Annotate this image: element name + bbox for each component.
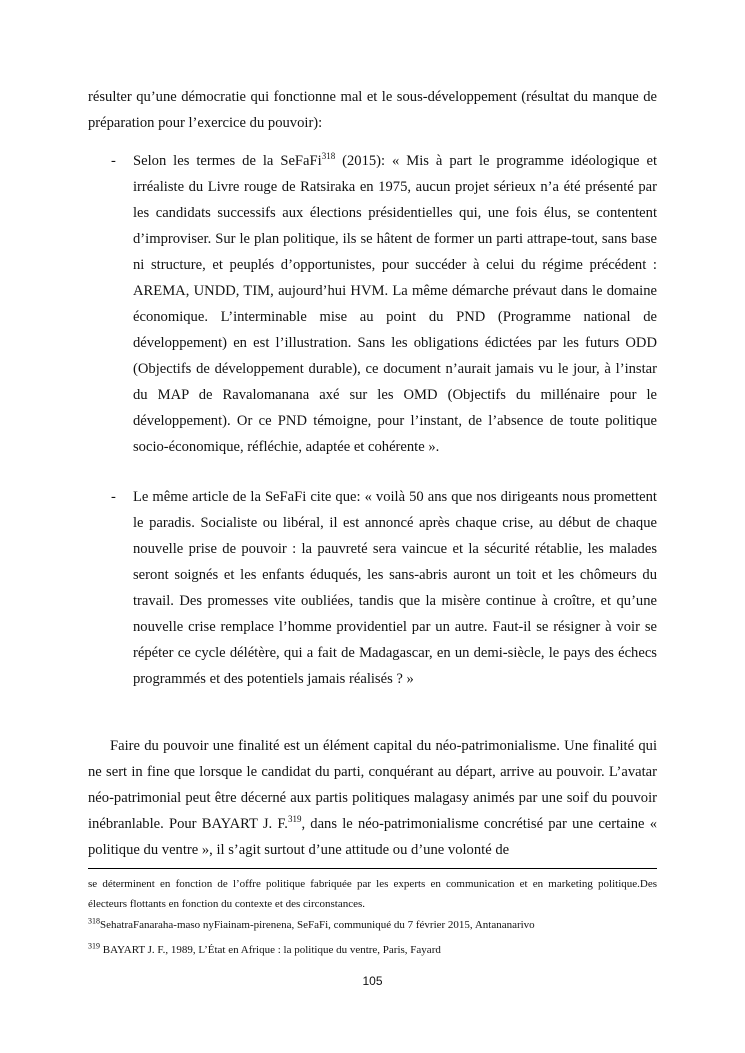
bullet-marker-2: - xyxy=(111,489,116,505)
bullet1-text-rest: (2015): « Mis à part le programme idéologique et irréaliste du Livre rouge de Ratsiraka en 1975, aucun projet sérieux n’a été présenté par les candidats successifs aux élections présidentielles qui, une fois élus, se contentent d’improviser. Sur le plan politique, ils se hâtent de former un parti attrape-tout, sans base ni structure, et peuplés d’opportunistes, pour succéder à celui du régime précédent : AREMA, UNDD, TIM, aujourd’hui HVM. La même démarche prévaut dans le domaine économique. L’interminable mise au point du PND (Programme national de développement) en est l’illustration. Sans les obligations édictées par les futurs ODD (Objectifs de développement durable), ce document n’aurait jamais vu le jour, à l’instar du MAP de Ravalomanana axé sur les OMD (Objectifs du millénaire pour le développement). Or ce PND témoigne, pour l’instant, de l’absence de toute politique socio-économique, réfléchie, adaptée et cohérente ». xyxy=(133,153,657,455)
paragraph-text-rest: , dans le néo-patrimonialisme concrétisé par une certaine « politique du ventre », il s’agit surtout d’une attitude ou d’une volonté de xyxy=(88,816,657,858)
footnote-separator xyxy=(88,868,657,869)
footnote-318-number: 318 xyxy=(88,916,100,926)
footnote-318 xyxy=(88,915,657,935)
page-number: 105 xyxy=(362,974,383,988)
footnote-ref-318: 318 xyxy=(321,151,336,162)
bullet-quote-sefafi-2015 xyxy=(133,148,657,460)
bullet-marker-1: - xyxy=(111,153,116,169)
footnote-319 xyxy=(88,940,657,960)
footnote-continuation: se déterminent en fonction de l’offre politique fabriquée par les experts en communication et en marketing politique.Des électeurs flottants en fonction du contexte et des circonstances. xyxy=(88,878,657,910)
footnote-318-text: SehatraFanaraha-maso nyFiainam-pirenena, SeFaFi, communiqué du 7 février 2015, Antananarivo xyxy=(100,919,535,931)
footnote-ref-319: 319 xyxy=(287,814,302,825)
bullet-quote-sefafi-50-ans: Le même article de la SeFaFi cite que: « voilà 50 ans que nos dirigeants nous promettent le paradis. Socialiste ou libéral, il est annoncé après chaque crise, au début de chaque nouvelle prise de pouvoir : la pauvreté sera vaincue et la sécurité rétablie, les malades seront soignés et les enfants éduqués, les sans-abris auront un toit et les chômeurs du travail. Des promesses vite oubliées, tandis que la misère continue à croître, et qu’une nouvelle crise remplace l’homme providentiel par un autre. Faut-il se résigner à voir se répéter ce cycle délétère, qui a fait de Madagascar, en un demi-siècle, le pays des échecs programmés et des potentiels jamais réalisés ? » xyxy=(133,489,657,687)
paragraph-text-start: Faire du pouvoir une finalité est un élément capital du néo-patrimonialisme. Une finalité qui ne sert in fine que lorsque le candidat du parti, conquérant au départ, arrive au pouvoir. L’avatar néo-patrimonial peut être décerné aux partis politiques malagasy animés par une soif du pouvoir inébranlable. Pour BAYART J. F. xyxy=(88,738,657,832)
intro-paragraph: résulter qu’une démocratie qui fonctionne mal et le sous-développement (résultat du manque de préparation pour l’exercice du pouvoir): xyxy=(88,89,657,131)
footnote-319-number: 319 xyxy=(88,941,100,951)
bullet1-text-start: Selon les termes de la SeFaFi xyxy=(133,153,322,169)
footnote-319-text: BAYART J. F., 1989, L’État en Afrique : la politique du ventre, Paris, Fayard xyxy=(100,944,441,956)
body-paragraph-neo-patrimonialisme xyxy=(88,733,657,863)
